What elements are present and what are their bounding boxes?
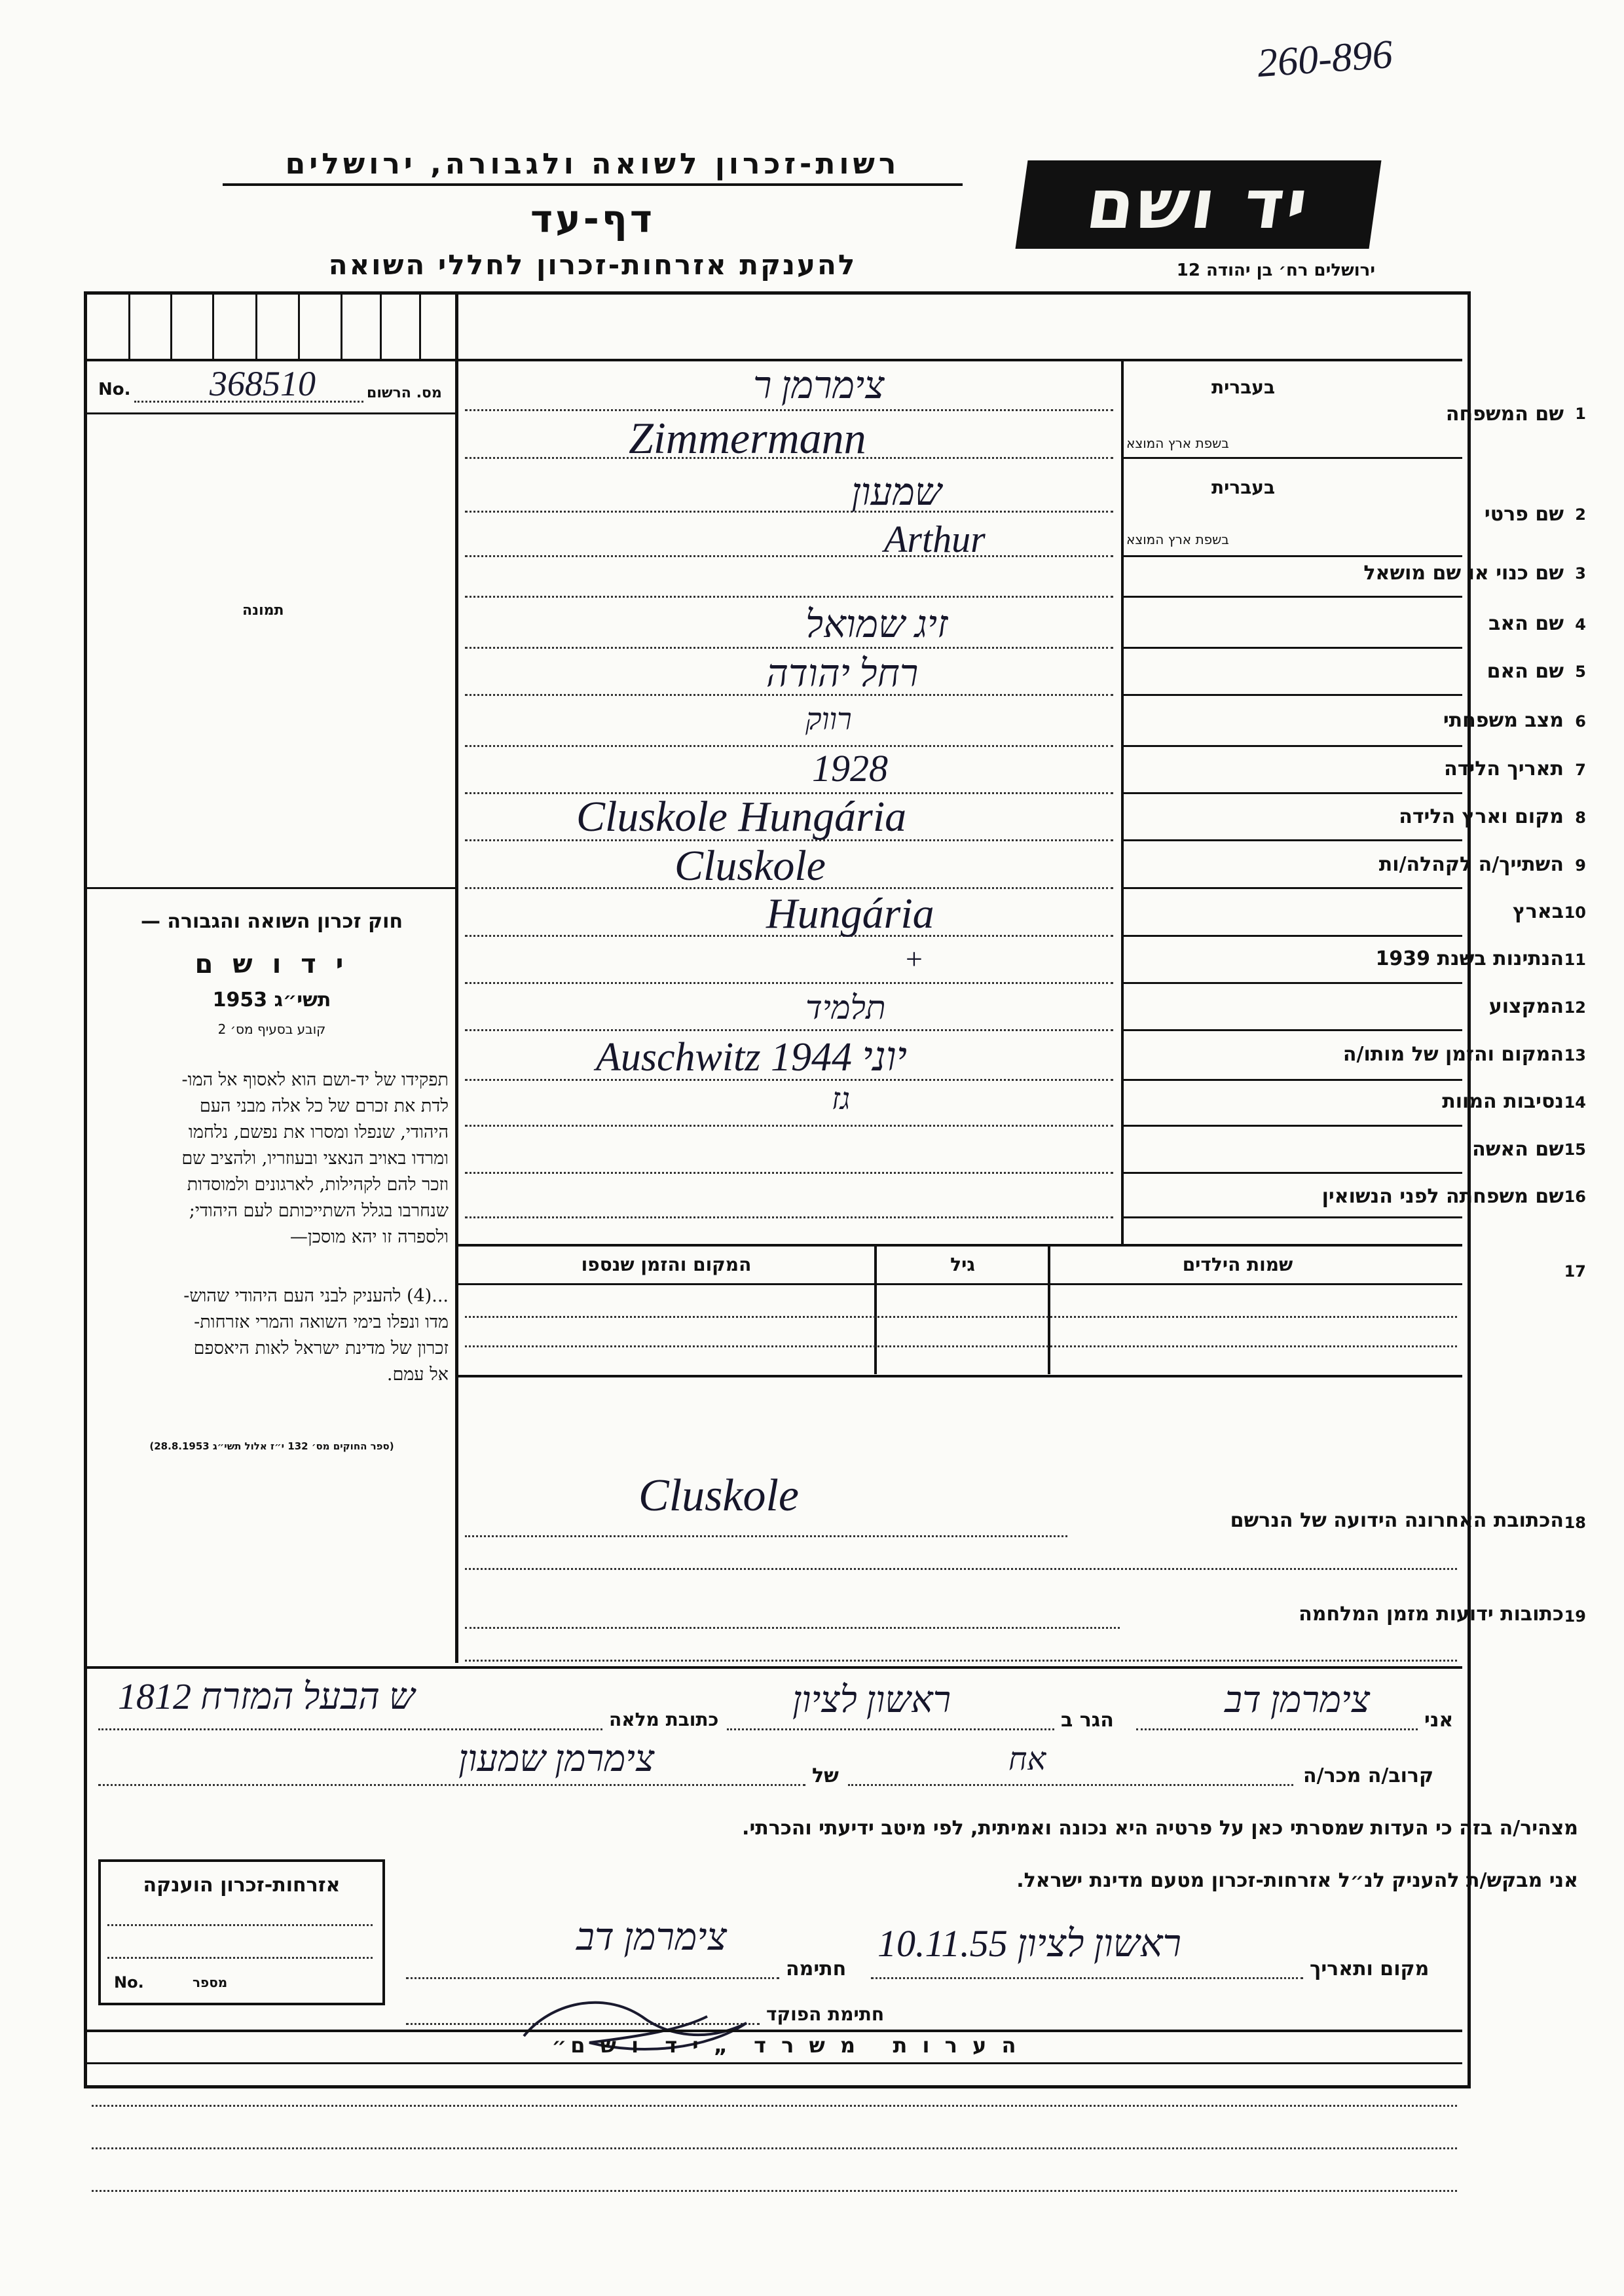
registration-label: מס. הרשום [367, 385, 442, 401]
label-birth-place: מקום וארץ הלידה [1399, 805, 1564, 828]
row-number: 3 [1575, 564, 1586, 583]
value-death-place-time: Auschwitz 1944 יוני [596, 1035, 907, 1080]
row-number: 8 [1575, 809, 1586, 827]
address: ירושלים רח׳ בן יהודה 12 [1176, 261, 1375, 280]
yad-vashem-logo [1016, 160, 1382, 249]
label-country: בארץ [1512, 900, 1564, 923]
decl-resident: הגר ב [1061, 1709, 1114, 1732]
stamp-no-label: No. [114, 1973, 144, 1992]
law-clause-line: אל עמם. [386, 1364, 449, 1385]
row-number: 7 [1575, 761, 1586, 779]
children-death-header: המקום והזמן שנספו [581, 1254, 752, 1275]
value-first-name-he: שמעון [851, 471, 942, 513]
children-age-header: גיל [950, 1254, 975, 1275]
label-marital-status: מצב משפחתי [1443, 709, 1564, 732]
label-nationality-1939: הנתינות בשנת 1939 [1375, 947, 1564, 970]
photo-label: תמונה [242, 602, 284, 619]
row-number: 5 [1575, 663, 1586, 681]
law-year: תשי״ג 1953 [212, 989, 331, 1011]
decl-place-date: מקום ותאריך [1310, 1958, 1430, 1980]
label-family-name: שם המשפחה [1445, 403, 1564, 426]
decl-statement-2: אני מבקש/ת להעניק לנ״ל אזרחות-זכרון מטעם מדינת ישראל. [1016, 1869, 1578, 1892]
row-number: 14 [1564, 1093, 1586, 1112]
sub-origin-lang: בשפת ארץ המוצא [1126, 435, 1229, 451]
value-last-address: Cluskole [638, 1470, 799, 1521]
label-death-circumstances: נסיבות המוות [1442, 1090, 1564, 1113]
value-birth-place: Cluskole Hungária [576, 793, 907, 841]
value-mother-name: רחל יהודה [766, 652, 919, 695]
office-notes-title: ה ע ר ו ת מ ש ר ד „ י ד ו ש ם״ [551, 2033, 1020, 2058]
decl-address-value: ש הבעל המזרח 1812 [118, 1677, 415, 1717]
label-father-name: שם האב [1488, 612, 1564, 635]
value-father-name: זיג שמואל [805, 603, 948, 646]
law-text-line: תפקידו של יד-ושם הוא לאסוף אל המו- [181, 1070, 449, 1090]
row-number: 2 [1575, 505, 1586, 524]
sub-hebrew: בעברית [1211, 376, 1276, 398]
law-clause-line: מדו ונפלו בימי השואה והמרי אזרחות- [194, 1312, 449, 1332]
row-number: 13 [1564, 1046, 1586, 1065]
row-number: 19 [1564, 1607, 1586, 1626]
decl-relative: קרוב/ה מכר/ה [1303, 1764, 1434, 1787]
decl-signature: חתימה [786, 1958, 847, 1980]
form-subtitle: להענקת אזרחות-זכרון לחללי השואה [328, 249, 857, 281]
value-country: Hungária [766, 890, 934, 938]
law-text-line: היהודי, שנפלו ומסרו את נפשם, נלחמו [188, 1122, 449, 1142]
citizenship-stamp-box [98, 1859, 385, 2005]
form-title: דף-עד [530, 196, 655, 241]
row-number: 9 [1575, 856, 1586, 875]
row-number: 6 [1575, 712, 1586, 731]
row-number: 15 [1564, 1140, 1586, 1159]
label-wartime-addresses: כתובות ידועות מזמן המלחמה [1299, 1603, 1564, 1626]
sub-origin-lang: בשפת ארץ המוצא [1126, 532, 1229, 547]
decl-of: של [812, 1764, 839, 1787]
children-names-header: שמות הילדים [1182, 1254, 1293, 1275]
law-clause [95, 1283, 449, 1388]
decl-signature-value: צימרמן דב [576, 1916, 728, 1958]
authority-title: רשות-זכרון לשואה ולגבורה, ירושלים [223, 147, 963, 186]
law-clause-line: זכרון של מדינת ישראל לאות היאספם [193, 1338, 449, 1358]
law-clause-line: ...(4) להעניק לבני העם היהודי שהוש- [183, 1286, 449, 1306]
label-wife-name: שם האשה [1472, 1138, 1564, 1161]
registration-no-label: No. [98, 380, 131, 399]
value-first-name-orig: Arthur [884, 518, 986, 560]
law-text-line: ולספרה זו יהא מוסכן— [289, 1227, 449, 1247]
value-death-circumstances: גז [832, 1082, 851, 1116]
law-text-line: ומרדו באויב הנאצי ובעוזריו, ולהציב שם [181, 1148, 449, 1169]
row-number: 16 [1564, 1188, 1586, 1206]
registration-number: 368510 [210, 364, 316, 403]
label-wife-maiden-name: שם משפחתה לפני הנשואין [1321, 1185, 1564, 1208]
row-number: 10 [1564, 903, 1586, 922]
decl-name-value: צימרמן דב [1225, 1680, 1371, 1721]
law-text [95, 1067, 449, 1250]
row-number: 1 [1575, 405, 1586, 423]
law-footnote: (ספר החוקים מס׳ 132 י״ז אלול תשי״ג 28.8.1953) [149, 1440, 394, 1452]
value-family-name-he: צימרמן ר [753, 364, 885, 407]
label-death-place-time: המקום והזמן של מותו/ה [1342, 1043, 1564, 1066]
stamp-number-label: מספר [193, 1975, 228, 1990]
value-community: Cluskole [674, 842, 826, 890]
decl-of-value: צימרמן שמעון [458, 1739, 655, 1779]
label-alias: שם כנוי או שם מושאל [1363, 562, 1564, 585]
label-last-address: הכתובת האחרונה הידועה של הנרשם [1230, 1509, 1564, 1532]
law-text-line: וזכר להם לקהילות, לארגונים ולמוסדות [187, 1175, 449, 1195]
value-profession: תלמיד [805, 989, 886, 1026]
row-number: 17 [1564, 1262, 1586, 1281]
value-birth-date: 1928 [812, 747, 888, 790]
logo-text: יד ושם [1082, 164, 1316, 244]
value-marital-status: רווק [805, 702, 852, 736]
decl-place-date-value: ראשון לציון 10.11.55 [877, 1922, 1182, 1965]
label-profession: המקצוע [1488, 995, 1564, 1018]
decl-relative-value: אח [1008, 1742, 1046, 1777]
value-family-name-orig: Zimmermann [629, 413, 866, 463]
law-name: י ד ו ש ם [194, 949, 349, 979]
law-section: קובע בסעיף מס׳ 2 [217, 1021, 326, 1037]
sub-hebrew: בעברית [1211, 477, 1276, 498]
label-birth-date: תאריך הלידה [1444, 757, 1564, 780]
decl-statement-1: מצהיר/ה בזה כי העדות שמסרתי כאן על פרטיה היא נכונה ואמיתית, לפי מיטב ידיעתי והכרתי. [742, 1817, 1578, 1840]
law-text-line: לדת את זכרם של כל אלה מבני העם [199, 1096, 449, 1116]
decl-ani: אני [1424, 1709, 1454, 1732]
row-number: 12 [1564, 998, 1586, 1017]
row-number: 11 [1564, 951, 1586, 969]
law-text-line: שנחרבו בגלל השתייכותם לעם היהודי; [189, 1201, 449, 1221]
label-first-name: שם פרטי [1484, 503, 1564, 526]
law-title: חוק זכרון השואה והגבורה — [140, 910, 403, 933]
row-number: 4 [1575, 615, 1586, 634]
label-mother-name: שם האם [1486, 660, 1564, 683]
value-nationality-1939: + [904, 942, 925, 975]
row-number: 18 [1564, 1514, 1586, 1532]
decl-official-signature: חתימת הפוקד [766, 2003, 885, 2025]
label-community: השתייך/ה לקהלה/ות [1378, 853, 1564, 876]
decl-full-address: כתובת מלאה [609, 1709, 719, 1730]
stamp-box-title: אזרחות-זכרון הוענקה [143, 1874, 341, 1897]
archive-number: 260-896 [1255, 31, 1394, 86]
decl-resident-value: ראשון לציון [792, 1680, 951, 1721]
